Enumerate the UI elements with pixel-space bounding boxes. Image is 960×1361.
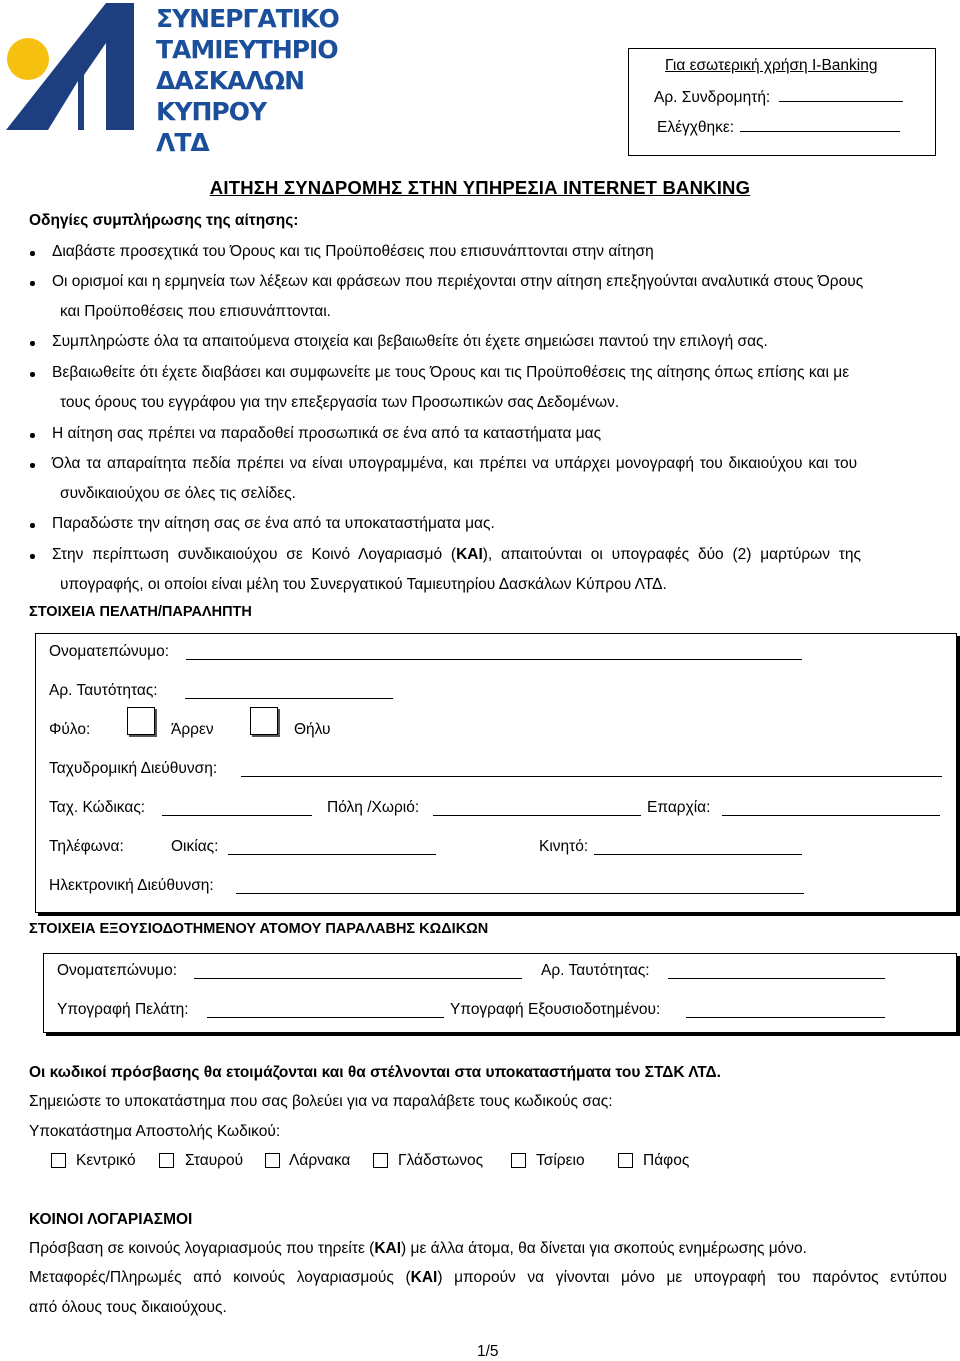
branch-checkbox-kentriko[interactable] bbox=[51, 1153, 66, 1168]
instruction-item: Η αίτηση σας πρέπει να παραδοθεί προσωπικά σε ένα από τα καταστήματα μας bbox=[52, 425, 602, 442]
branch-option-label: Τσίρειο bbox=[536, 1152, 585, 1169]
branch-option-label: Πάφος bbox=[643, 1152, 690, 1169]
branch-checkbox-larnaka[interactable] bbox=[265, 1153, 280, 1168]
codes-note: Σημειώστε το υποκατάστημα που σας βολεύει για να παραλάβετε τους κωδικούς σας: bbox=[29, 1093, 613, 1110]
client-signature-label: Υπογραφή Πελάτη: bbox=[57, 1001, 189, 1018]
branch-checkbox-pafos[interactable] bbox=[618, 1153, 633, 1168]
subscriber-label-text: Αρ. Συνδρομητή: bbox=[654, 89, 771, 106]
auth-signature-label: Υπογραφή Εξουσιοδοτημένου: bbox=[450, 1001, 661, 1018]
bullet-icon bbox=[30, 341, 35, 346]
branch-checkbox-tsireio[interactable] bbox=[511, 1153, 526, 1168]
joint-paragraph-2-cont: από όλους τους δικαιούχους. bbox=[29, 1299, 227, 1316]
client-signature-field[interactable] bbox=[207, 1003, 444, 1018]
address-field[interactable] bbox=[241, 762, 942, 777]
subscriber-number-label bbox=[654, 87, 903, 107]
auth-signature-field[interactable] bbox=[686, 1003, 885, 1018]
branch-checkbox-gladstonos[interactable] bbox=[373, 1153, 388, 1168]
joint-text: Πρόσβαση σε κοινούς λογαριασμούς που τηρείτε ( bbox=[29, 1240, 375, 1257]
bullet-icon bbox=[30, 251, 35, 256]
instruction-continuation: και Προϋποθέσεις που επισυνάπτονται. bbox=[60, 303, 331, 320]
page-title-text: ΑΙΤΗΣΗ ΣΥΝΔΡΟΜΗΣ ΣΤΗΝ ΥΠΗΡΕΣΙΑ INTERNET BANKING bbox=[209, 177, 751, 198]
instruction-item: Παραδώστε την αίτηση σας σε ένα από τα υποκαταστήματα μας. bbox=[52, 515, 495, 532]
joint-kai: ΚΑΙ bbox=[374, 1240, 402, 1257]
client-fullname-label: Ονοματεπώνυμο: bbox=[49, 643, 170, 660]
phones-label: Τηλέφωνα: bbox=[49, 838, 124, 855]
male-label: Άρρεν bbox=[171, 721, 214, 738]
instruction-kai: ΚΑΙ bbox=[456, 546, 483, 563]
instruction-item: Διαβάστε προσεχτικά του Όρους και τις Προϋποθέσεις που επισυνάπτονται στην αίτηση bbox=[52, 243, 654, 260]
branch-option-label: Κεντρικό bbox=[76, 1152, 136, 1169]
branch-label: Υποκατάστημα Αποστολής Κωδικού: bbox=[29, 1123, 281, 1140]
client-id-field[interactable] bbox=[185, 684, 393, 699]
postcode-label: Ταχ. Κώδικας: bbox=[49, 799, 146, 816]
joint-text: ) με άλλα άτομα, θα δίνεται για σκοπούς ενημέρωσης μόνο. bbox=[401, 1240, 807, 1257]
instruction-continuation: συνδικαιούχου σε όλες τις σελίδες. bbox=[60, 485, 296, 502]
mobile-label: Κινητό: bbox=[539, 838, 589, 855]
logo-line: ΚΥΠΡΟΥ ΛΤΔ bbox=[156, 97, 267, 157]
instruction-continuation: υπογραφής, οι οποίοι είναι μέλη του Συνεργατικού Ταμιευτηρίου Δασκάλων Κύπρου ΛΤΔ. bbox=[60, 576, 667, 593]
instructions-heading: Οδηγίες συμπλήρωσης της αίτησης: bbox=[29, 212, 299, 229]
city-field[interactable] bbox=[433, 801, 641, 816]
logo-line: ΣΥΝΕΡΓΑΤΙΚΟ bbox=[156, 4, 339, 33]
bullet-icon bbox=[30, 281, 35, 286]
logo-line: ΔΑΣΚΑΛΩΝ bbox=[156, 66, 305, 95]
instruction-continuation: τους όρους του εγγράφου για την επεξεργασία των Προσωπικών σας Δεδομένων. bbox=[60, 394, 620, 411]
joint-text: Μεταφορές/Πληρωμές από κοινούς λογαριασμούς ( bbox=[29, 1269, 411, 1286]
gender-label: Φύλο: bbox=[49, 721, 91, 738]
joint-accounts-heading: ΚΟΙΝΟΙ ΛΟΓΑΡΙΑΣΜΟΙ bbox=[29, 1211, 193, 1228]
email-field[interactable] bbox=[236, 879, 804, 894]
bullet-icon bbox=[30, 372, 35, 377]
client-section-heading: ΣΤΟΙΧΕΙΑ ΠΕΛΑΤΗ/ΠΑΡΑΛΗΠΤΗ bbox=[29, 604, 252, 620]
instruction-item: Όλα τα απαραίτητα πεδία πρέπει να είναι υπογραμμένα, και πρέπει να υπάρχει μονογραφή του δικαιούχου και του bbox=[52, 455, 858, 472]
instruction-item bbox=[52, 546, 947, 564]
female-label: Θήλυ bbox=[294, 721, 331, 738]
district-field[interactable] bbox=[722, 801, 940, 816]
instruction-item: Συμπληρώστε όλα τα απαιτούμενα στοιχεία και βεβαιωθείτε ότι έχετε σημειώσει παντού την επιλογή σας. bbox=[52, 333, 768, 350]
logo-line: ΤΑΜΙΕΥΤΗΡΙΟ bbox=[156, 35, 338, 64]
city-label: Πόλη /Χωριό: bbox=[327, 799, 420, 816]
instruction-item: Οι ορισμοί και η ερμηνεία των λέξεων και φράσεων που περιέχονται στην αίτηση επεξηγούνται αναλυτικά στους Όρους bbox=[52, 273, 864, 290]
branch-option-label: Σταυρού bbox=[185, 1152, 244, 1169]
client-fullname-field[interactable] bbox=[186, 645, 802, 660]
bullet-icon bbox=[30, 554, 35, 559]
checked-label-text: Ελέγχθηκε: bbox=[657, 119, 735, 136]
instruction-text: ), απαιτούνται οι υπογραφές δύο (2) μαρτύρων της bbox=[482, 546, 862, 563]
logo-text bbox=[156, 3, 339, 158]
bullet-icon bbox=[30, 433, 35, 438]
home-phone-label: Οικίας: bbox=[171, 838, 219, 855]
page-title bbox=[0, 177, 960, 199]
logo-emblem bbox=[6, 3, 156, 130]
auth-fullname-field[interactable] bbox=[194, 964, 522, 979]
joint-text: ) μπορούν να γίνονται μόνο με υπογραφή του παρόντος εντύπου bbox=[437, 1269, 947, 1286]
page-number: 1/5 bbox=[477, 1343, 499, 1360]
auth-id-label: Αρ. Ταυτότητας: bbox=[541, 962, 650, 979]
instruction-text: Στην περίπτωση συνδικαιούχου σε Κοινό Λογαριασμό ( bbox=[52, 546, 457, 563]
joint-kai: ΚΑΙ bbox=[410, 1269, 438, 1286]
female-checkbox[interactable] bbox=[250, 707, 278, 735]
client-id-label: Αρ. Ταυτότητας: bbox=[49, 682, 158, 699]
mobile-field[interactable] bbox=[594, 840, 802, 855]
joint-paragraph-2 bbox=[29, 1269, 947, 1287]
checked-label bbox=[657, 117, 900, 137]
address-label: Ταχυδρομική Διεύθυνση: bbox=[49, 760, 218, 777]
subscriber-number-line[interactable] bbox=[779, 87, 903, 102]
bullet-icon bbox=[30, 523, 35, 528]
instruction-item: Βεβαιωθείτε ότι έχετε διαβάσει και συμφωνείτε με τους Όρους και τις Προϋποθέσεις της αίτησης όπως επίσης και με bbox=[52, 364, 850, 381]
checked-line[interactable] bbox=[740, 117, 900, 132]
postcode-field[interactable] bbox=[162, 801, 312, 816]
bullet-icon bbox=[30, 463, 35, 468]
logo bbox=[6, 3, 339, 157]
district-label: Επαρχία: bbox=[647, 799, 711, 816]
branch-checkbox-stavrou[interactable] bbox=[159, 1153, 174, 1168]
email-label: Ηλεκτρονική Διεύθυνση: bbox=[49, 877, 214, 894]
auth-id-field[interactable] bbox=[668, 964, 885, 979]
branch-option-label: Γλάδστωνος bbox=[398, 1152, 484, 1169]
male-checkbox[interactable] bbox=[127, 707, 155, 735]
joint-paragraph-1 bbox=[29, 1240, 807, 1258]
home-phone-field[interactable] bbox=[228, 840, 436, 855]
internal-use-heading: Για εσωτερική χρήση I-Banking bbox=[665, 57, 878, 74]
auth-fullname-label: Ονοματεπώνυμο: bbox=[57, 962, 178, 979]
codes-bold-note: Οι κωδικοί πρόσβασης θα ετοιμάζονται και θα στέλνονται στα υποκαταστήματα του ΣΤΔΚ ΛΤΔ. bbox=[29, 1064, 721, 1081]
authorized-section-heading: ΣΤΟΙΧΕΙΑ ΕΞΟΥΣΙΟΔΟΤΗΜΕΝΟΥ ΑΤΟΜΟΥ ΠΑΡΑΛΑΒΗΣ ΚΩΔΙΚΩΝ bbox=[29, 921, 489, 937]
branch-option-label: Λάρνακα bbox=[289, 1152, 351, 1169]
